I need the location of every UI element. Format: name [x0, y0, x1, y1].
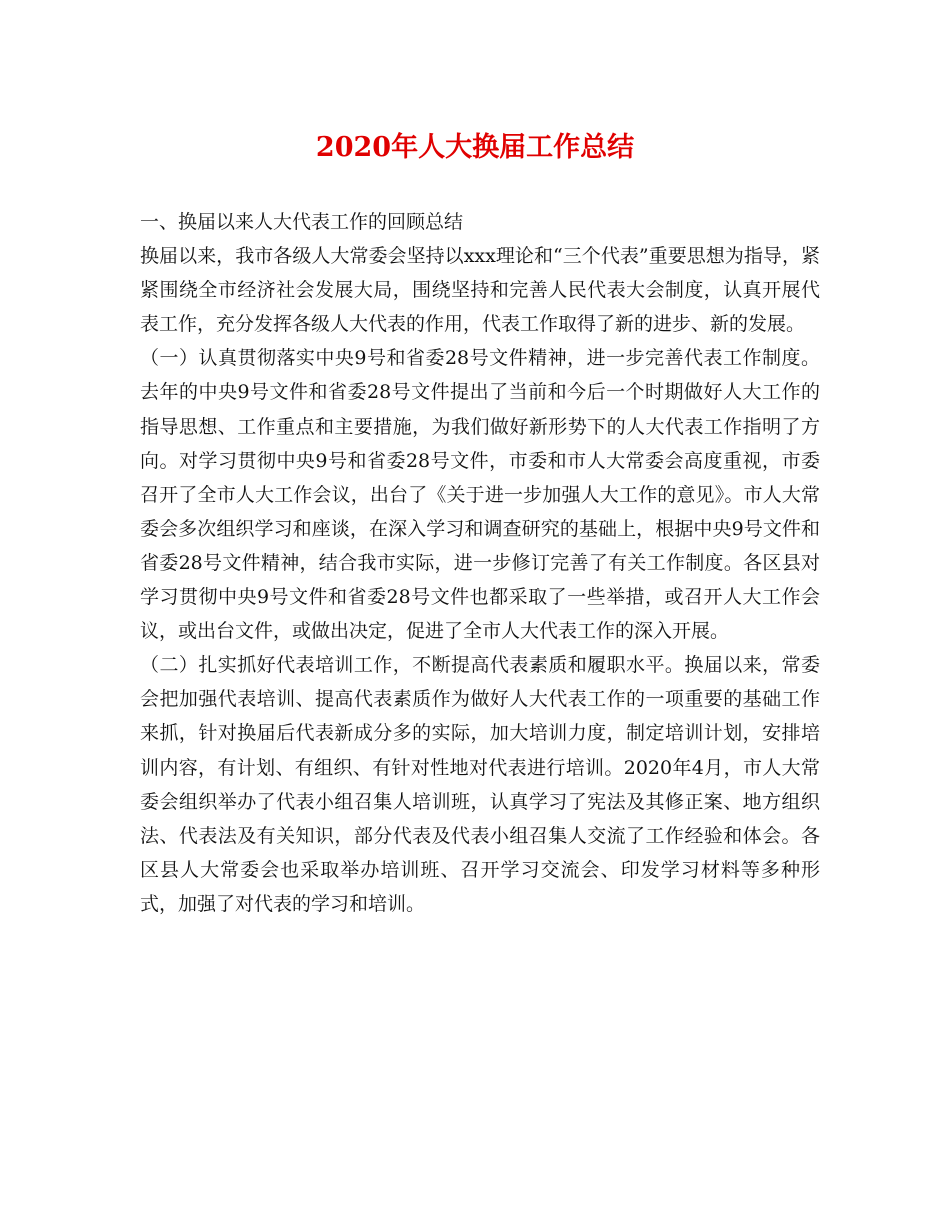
body-paragraph-item-1: （一）认真贯彻落实中央9号和省委28号文件精神，进一步完善代表工作制度。去年的中央9号文件和省委28号文件提出了当前和今后一个时期做好人大工作的指导思想、工作重点和主要措施，为我们做好新形势下的人大代表工作指明了方向。对学习贯彻中央9号和省委28号文件，市委和市人大常委会高度重视，市委召开了全市人大工作会议，出台了《关于进一步加强人大工作的意见》。市人大常委会多次组织学习和座谈，在深入学习和调查研究的基础上，根据中央9号文件和省委28号文件精神，结合我市实际，进一步修订完善了有关工作制度。各区县对学习贯彻中央9号文件和省委28号文件也都采取了一些举措，或召开人大工作会议，或出台文件，或做出决定，促进了全市人大代表工作的深入开展。: [140, 347, 820, 643]
section-heading: 一、换届以来人大代表工作的回顾总结: [140, 211, 464, 233]
body-paragraph-item-2: （二）扎实抓好代表培训工作，不断提高代表素质和履职水平。换届以来，常委会把加强代表培训、提高代表素质作为做好人大代表工作的一项重要的基础工作来抓，针对换届后代表新成分多的实际，加大培训力度，制定培训计划，安排培训内容，有计划、有组织、有针对性地对代表进行培训。2020年4月，市人大常委会组织举办了代表小组召集人培训班，认真学习了宪法及其修正案、地方组织法、代表法及有关知识，部分代表及代表小组召集人交流了工作经验和体会。各区县人大常委会也采取举办培训班、召开学习交流会、印发学习材料等多种形式，加强了对代表的学习和培训。: [140, 654, 820, 915]
body-paragraph-intro: 换届以来，我市各级人大常委会坚持以xxx理论和“三个代表”重要思想为指导，紧紧围绕全市经济社会发展大局，围绕坚持和完善人民代表大会制度，认真开展代表工作，充分发挥各级人大代表的作用，代表工作取得了新的进步、新的发展。: [140, 245, 820, 336]
document-body: [140, 205, 820, 921]
document-title: 2020年人大换届工作总结: [315, 132, 635, 163]
